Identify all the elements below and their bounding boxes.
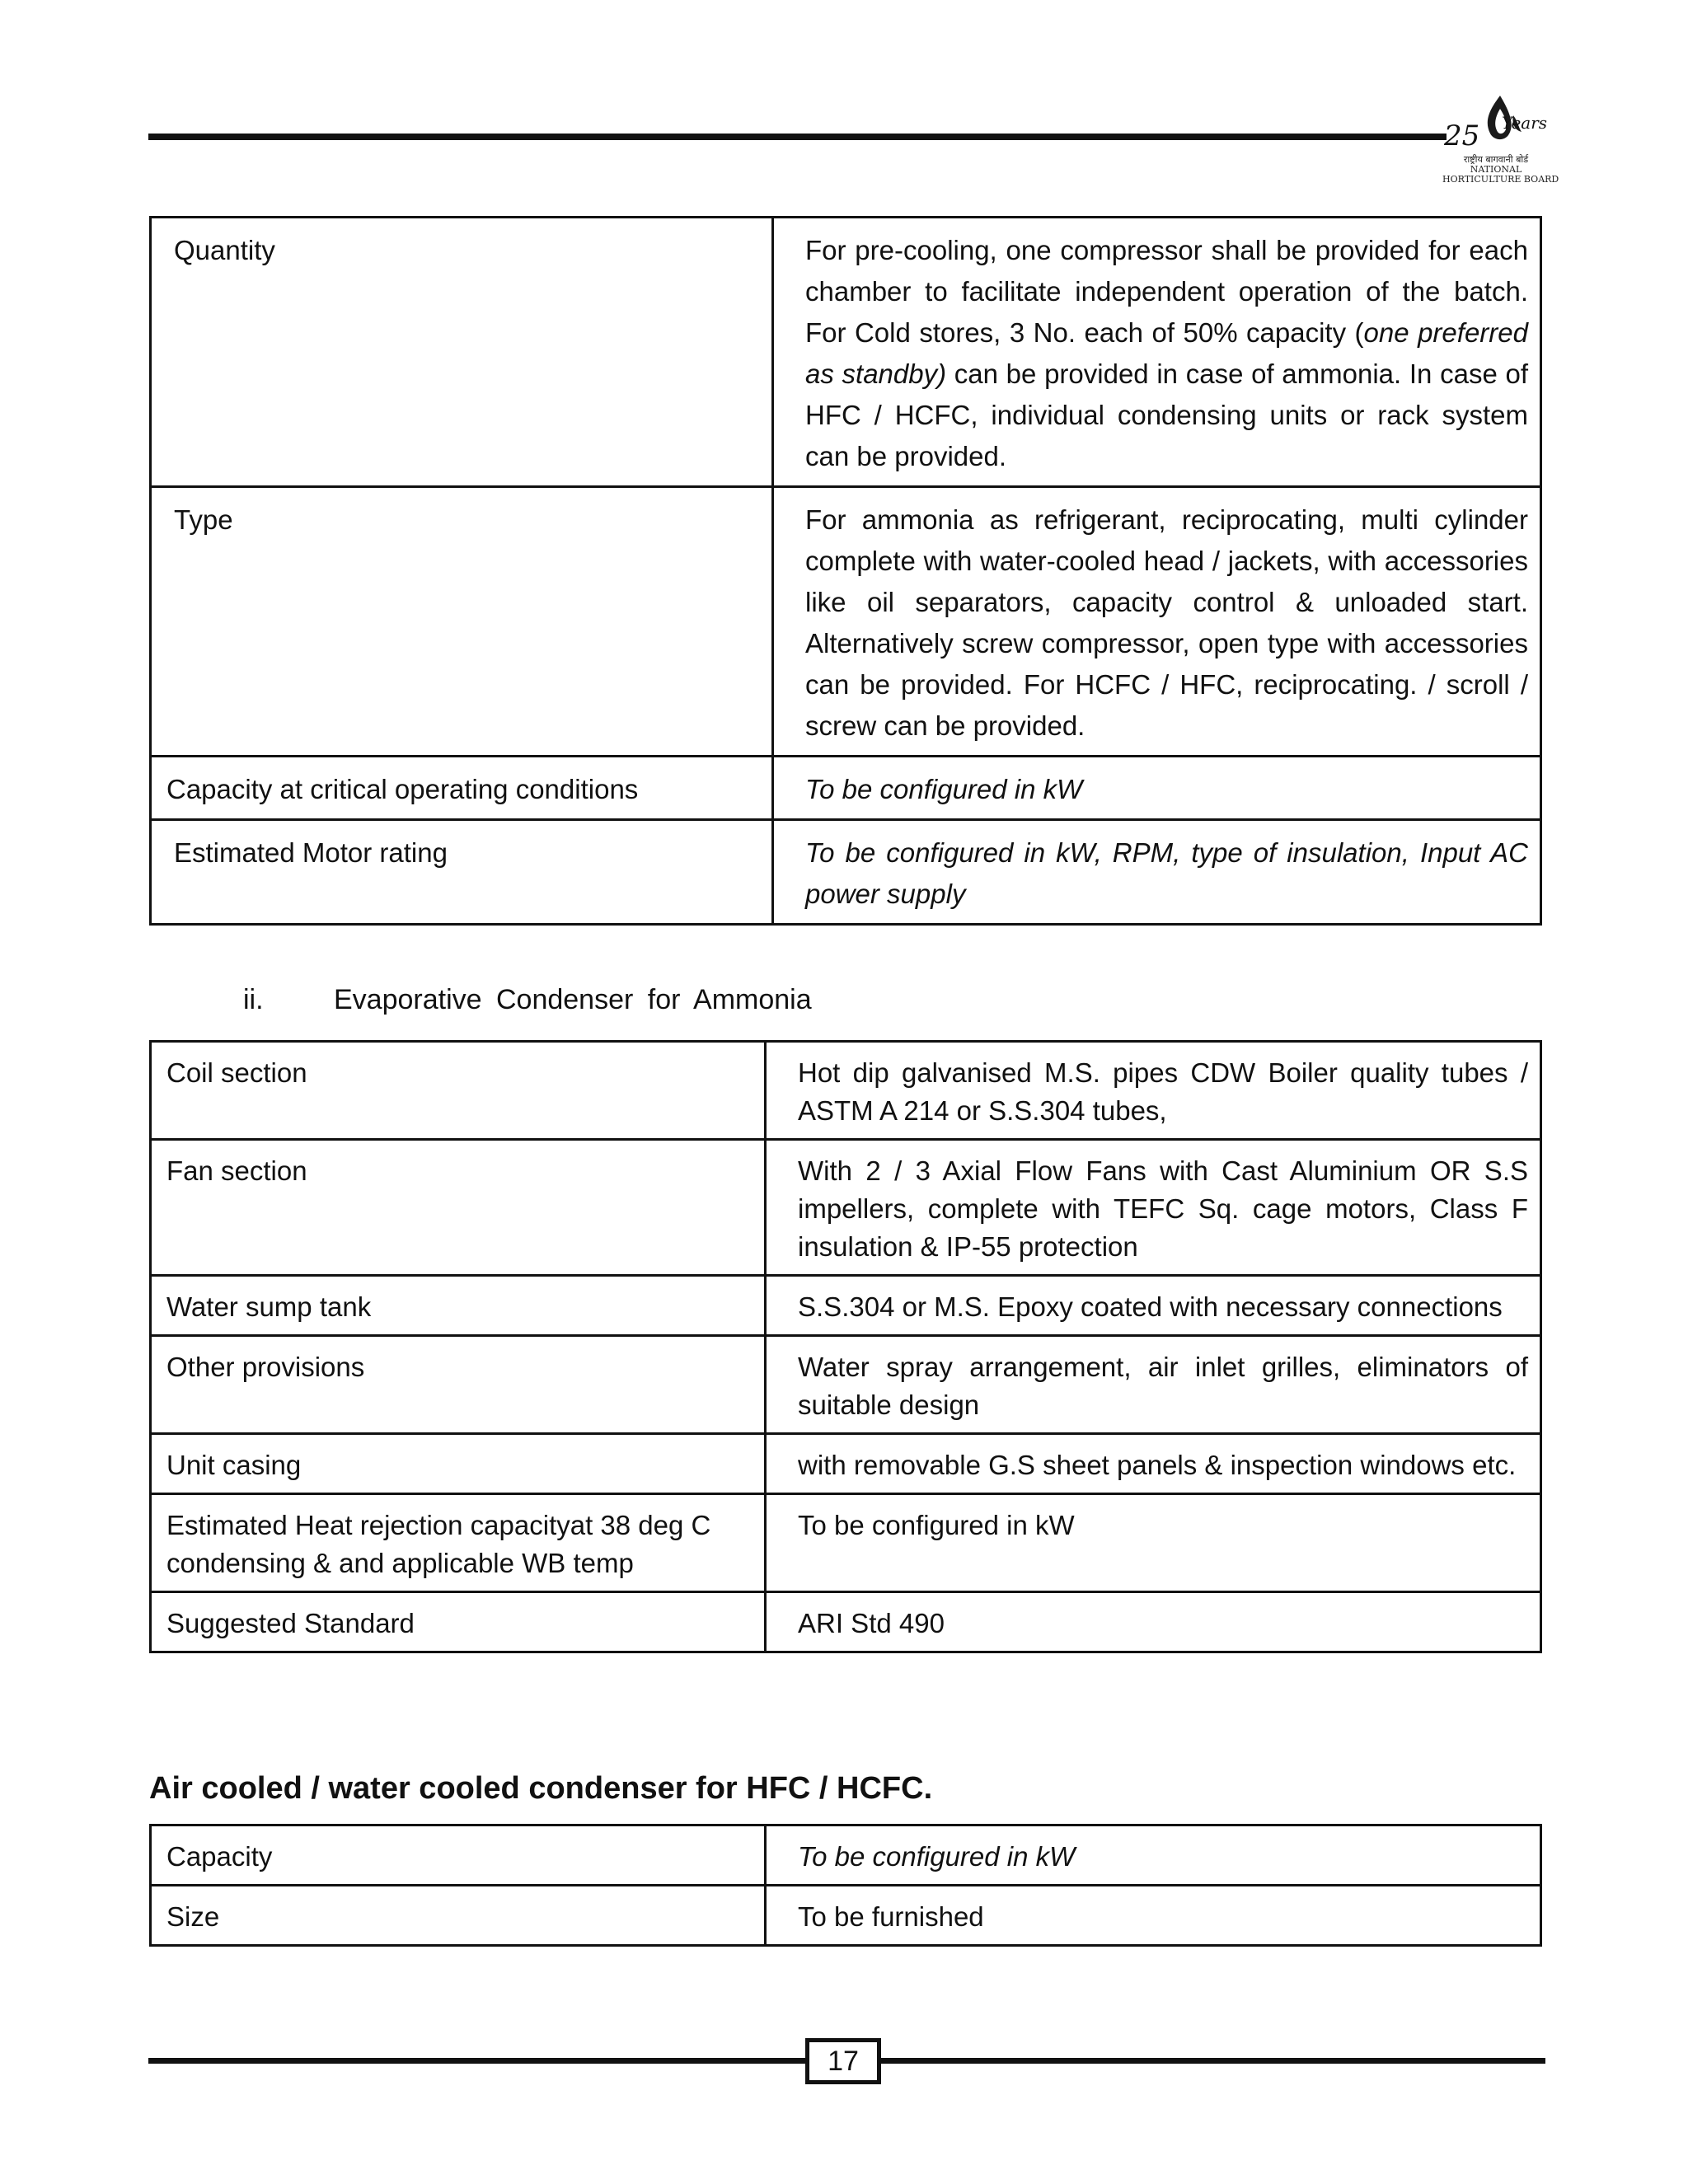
row-label: Other provisions (151, 1336, 766, 1434)
logo-org-line2: HORTICULTURE BOARD (1442, 174, 1559, 185)
subsection-text: Evaporative Condenser for Ammonia (334, 984, 812, 1015)
logo-number: 25 (1444, 120, 1480, 152)
table-row (151, 218, 1541, 487)
table-row (151, 1886, 1541, 1946)
row-value: To be configured in kW (766, 1825, 1541, 1886)
row-value: S.S.304 or M.S. Epoxy coated with necessary connections (766, 1276, 1541, 1336)
table-row (151, 1336, 1541, 1434)
row-label: Capacity (151, 1825, 766, 1886)
row-value: To be furnished (766, 1886, 1541, 1946)
table-row (151, 820, 1541, 925)
row-label: Estimated Heat rejection capacityat 38 deg C condensing & and applicable WB temp (151, 1494, 766, 1592)
table-row (151, 1592, 1541, 1652)
row-value: Hot dip galvanised M.S. pipes CDW Boiler quality tubes / ASTM A 214 or S.S.304 tubes, (766, 1042, 1541, 1140)
table-row (151, 1276, 1541, 1336)
row-value: With 2 / 3 Axial Flow Fans with Cast Aluminium OR S.S impellers, complete with TEFC Sq. cage motors, Class F insulation & IP-55 protection (766, 1140, 1541, 1276)
table-row (151, 1825, 1541, 1886)
table-row (151, 1042, 1541, 1140)
row-value: For ammonia as refrigerant, reciprocating, multi cylinder complete with water-cooled head / jackets, with accessories like oil separators, capacity control & unloaded start. Alternatively screw compressor, open type with accessories can be provided. For HCFC / HFC, reciprocating. / scroll / screw can be provided. (773, 487, 1541, 757)
row-label: Coil section (151, 1042, 766, 1140)
row-label: Estimated Motor rating (151, 820, 773, 925)
row-label: Type (151, 487, 773, 757)
row-value: Water spray arrangement, air inlet grilles, eliminators of suitable design (766, 1336, 1541, 1434)
row-label: Capacity at critical operating conditions (151, 757, 773, 820)
table-row (151, 1140, 1541, 1276)
logo-hindi: राष्ट्रीय बागवानी बोर्ड (1463, 154, 1529, 165)
row-label: Suggested Standard (151, 1592, 766, 1652)
table-row (151, 487, 1541, 757)
row-label: Water sump tank (151, 1276, 766, 1336)
row-value: To be configured in kW, RPM, type of insulation, Input AC power supply (773, 820, 1541, 925)
table-row (151, 1434, 1541, 1494)
logo-caption (1442, 154, 1559, 185)
row-value: ARI Std 490 (766, 1592, 1541, 1652)
page-number: 17 (805, 2038, 881, 2084)
row-value: To be configured in kW (773, 757, 1541, 820)
table-row (151, 757, 1541, 820)
section-heading: Air cooled / water cooled condenser for HFC / HCFC. (149, 1771, 933, 1806)
header-rule (148, 134, 1447, 140)
row-label: Size (151, 1886, 766, 1946)
row-label: Fan section (151, 1140, 766, 1276)
row-value: with removable G.S sheet panels & inspection windows etc. (766, 1434, 1541, 1494)
row-label: Unit casing (151, 1434, 766, 1494)
subsection-title (243, 981, 812, 1019)
table-row (151, 1494, 1541, 1592)
air-cooled-condenser-table (149, 1824, 1542, 1947)
flame-25-years-logo-icon (1442, 91, 1550, 157)
evaporative-condenser-table (149, 1040, 1542, 1653)
compressor-spec-table (149, 216, 1542, 926)
row-value: For pre-cooling, one compressor shall be provided for each chamber to facilitate independent operation of the batch. For Cold stores, 3 No. each of 50% capacity (one preferred as standby) can be provided in case of ammonia. In case of HFC / HCFC, individual condensing units or rack system can be provided. (773, 218, 1541, 487)
row-value: To be configured in kW (766, 1494, 1541, 1592)
logo-word: Years (1502, 113, 1548, 133)
row-label: Quantity (151, 218, 773, 487)
logo-org-line1: NATIONAL (1470, 164, 1522, 175)
subsection-number: ii. (243, 984, 264, 1015)
